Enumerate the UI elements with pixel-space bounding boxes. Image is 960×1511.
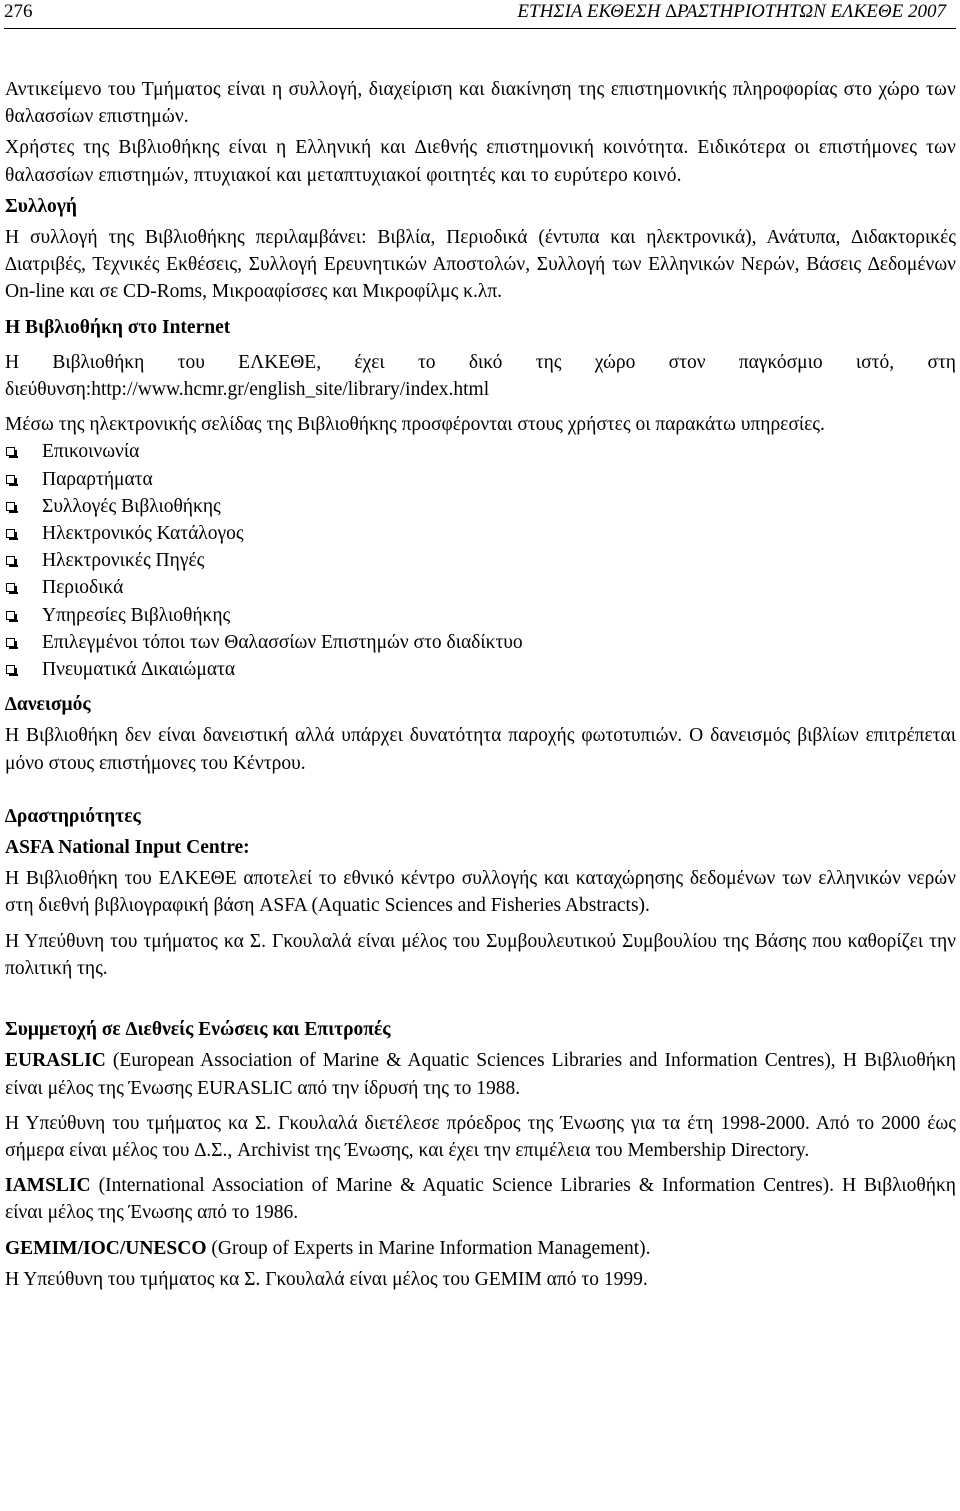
iamslic-text: (International Association of Marine & Aquatic Science Libraries & Information Centres). Η Βιβλιοθήκη είναι μέλος της Ένωσης από το 1986. bbox=[5, 1175, 956, 1224]
checkbox-bullet-icon bbox=[6, 502, 15, 511]
list-item: Ηλεκτρονικός Κατάλογος bbox=[5, 520, 956, 547]
users-paragraph: Χρήστες της Βιβλιοθήκης είναι η Ελληνική και ∆ιεθνής επιστημονική κοινότητα. Ειδικότερα οι επιστήμονες των θαλασσίων επιστημών, πτυχιακοί και μεταπτυχιακοί φοιτητές και το ευρύτερο κοινό. bbox=[5, 137, 956, 186]
asfa-paragraph: Η Βιβλιοθήκη του ΕΛΚΕΘΕ αποτελεί το εθνικό κέντρο συλλογής και καταχώρησης δεδομένων των ελληνικών νερών στη διεθνή βιβλιογραφική βάση ASFA (Aquatic Sciences and Fisheries Abstracts). bbox=[5, 868, 956, 917]
checkbox-bullet-icon bbox=[6, 638, 15, 647]
services-intro-paragraph: Μέσω της ηλεκτρονικής σελίδας της Βιβλιοθήκης προσφέρονται στους χρήστες οι παρακάτω υπηρεσίες. bbox=[5, 414, 825, 436]
document-body bbox=[5, 76, 956, 1293]
euraslic-paragraph bbox=[5, 1047, 956, 1101]
euraslic-role-paragraph: Η Υπεύθυνη του τμήματος κα Σ. Γκουλαλά διετέλεσε πρόεδρος της Ένωσης για τα έτη 1998-2000. Από το 2000 έως σήμερα είναι μέλος του ∆.Σ., Archivist της Ένωσης, και έχει την επιμέλεια του Membership Directory. bbox=[5, 1112, 956, 1161]
checkbox-bullet-icon bbox=[6, 611, 15, 620]
list-item: Παραρτήματα bbox=[5, 466, 956, 493]
asfa-heading: ASFA National Input Centre: bbox=[5, 837, 250, 859]
gemim-text: (Group of Experts in Marine Information Management). bbox=[206, 1237, 651, 1259]
page-header bbox=[4, 0, 946, 24]
collection-heading: Συλλογή bbox=[5, 195, 77, 217]
checkbox-bullet-icon bbox=[6, 556, 15, 565]
lending-paragraph: Η Βιβλιοθήκη δεν είναι δανειστική αλλά υπάρχει δυνατότητα παροχής φωτοτυπιών. Ο δανεισμός βιβλίων επιτρέπεται μόνο στους επιστήμονες του Κέντρου. bbox=[5, 725, 956, 774]
list-item: Περιοδικά bbox=[5, 574, 956, 601]
checkbox-bullet-icon bbox=[6, 665, 15, 674]
gemim-paragraph bbox=[5, 1235, 956, 1262]
list-item: Υπηρεσίες Βιβλιοθήκης bbox=[5, 602, 956, 629]
asfa-board-paragraph: Η Υπεύθυνη του τμήματος κα Σ. Γκουλαλά είναι μέλος του Συμβουλευτικού Συμβουλίου της Βάσης που καθορίζει την πολιτική της. bbox=[5, 930, 956, 979]
list-item: Επικοινωνία bbox=[5, 438, 956, 465]
activities-heading: ∆ραστηριότητες bbox=[5, 805, 141, 827]
collection-paragraph: Η συλλογή της Βιβλιοθήκης περιλαμβάνει: Βιβλία, Περιοδικά (έντυπα και ηλεκτρονικά), Ανάτυπα, ∆ιδακτορικές ∆ιατριβές, Τεχνικές Εκθέσεις, Συλλογή Ερευνητικών Αποστολών, Συλλογή των Ελληνικών Νερών, Βάσεις ∆εδομένων On-line και σε CD-Roms, Μικροαφίσσες και Μικροφίλμς κ.λπ. bbox=[5, 227, 956, 303]
services-list bbox=[5, 438, 956, 683]
running-title: ΕΤΗΣΙΑ ΕΚΘΕΣΗ ∆ΡΑΣΤΗΡΙΟΤΗΤΩΝ ΕΛΚΕΘΕ 2007 bbox=[517, 1, 946, 22]
checkbox-bullet-icon bbox=[6, 583, 15, 592]
euraslic-text: (European Association of Marine & Aquatic Sciences Libraries and Information Centres), Η Βιβλιοθήκη είναι μέλος της Ένωσης EURASLIC από την ίδρυσή της το 1988. bbox=[5, 1050, 956, 1099]
checkbox-bullet-icon bbox=[6, 447, 15, 456]
gemim-role-paragraph: Η Υπεύθυνη του τμήματος κα Σ. Γκουλαλά είναι μέλος του GEMIM από το 1999. bbox=[5, 1268, 648, 1290]
euraslic-acronym: EURASLIC bbox=[5, 1050, 106, 1072]
page-number: 276 bbox=[4, 1, 33, 22]
list-item: Πνευματικά ∆ικαιώματα bbox=[5, 656, 956, 683]
list-item: Επιλεγμένοι τόποι των Θαλασσίων Επιστημών στο διαδίκτυο bbox=[5, 629, 956, 656]
lending-heading: ∆ανεισμός bbox=[5, 694, 91, 716]
internet-heading: Η Βιβλιοθήκη στο Internet bbox=[5, 316, 231, 338]
list-item: Ηλεκτρονικές Πηγές bbox=[5, 547, 956, 574]
gemim-acronym: GEMIM/IOC/UNESCO bbox=[5, 1237, 207, 1259]
iamslic-acronym: IAMSLIC bbox=[5, 1175, 91, 1197]
header-rule bbox=[4, 28, 956, 29]
iamslic-paragraph bbox=[5, 1172, 956, 1226]
checkbox-bullet-icon bbox=[6, 475, 15, 484]
objective-paragraph: Αντικείμενο του Τμήματος είναι η συλλογή, διαχείριση και διακίνηση της επιστημονικής πληροφορίας στο χώρο των θαλασσίων επιστημών. bbox=[5, 79, 956, 128]
internet-address-paragraph: Η Βιβλιοθήκη του ΕΛΚΕΘΕ, έχει το δικό της χώρο στον παγκόσμιο ιστό, στη διεύθυνση:http://www.hcmr.gr/english_site/library/index.html bbox=[5, 351, 956, 401]
checkbox-bullet-icon bbox=[6, 529, 15, 538]
list-item: Συλλογές Βιβλιοθήκης bbox=[5, 493, 956, 520]
memberships-heading: Συμμετοχή σε ∆ιεθνείς Ενώσεις και Επιτροπές bbox=[5, 1019, 391, 1041]
